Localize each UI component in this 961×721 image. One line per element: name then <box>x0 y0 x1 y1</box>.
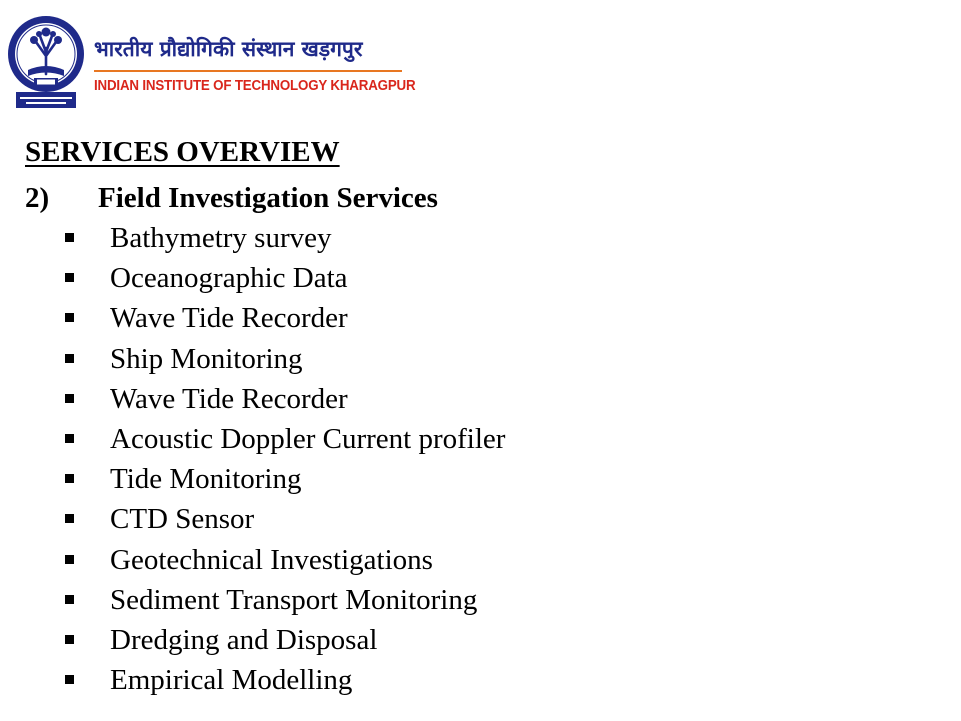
service-label: Oceanographic Data <box>110 262 348 295</box>
service-label: Wave Tide Recorder <box>110 302 348 335</box>
service-label: Ship Monitoring <box>110 342 303 375</box>
page-title: SERVICES OVERVIEW <box>25 136 340 168</box>
service-label: Wave Tide Recorder <box>110 382 348 415</box>
service-label: Sediment Transport Monitoring <box>110 583 478 616</box>
service-label: CTD Sensor <box>110 503 255 536</box>
square-bullet-icon <box>65 313 74 322</box>
square-bullet-icon <box>65 595 74 604</box>
header-divider <box>94 70 402 72</box>
iit-kharagpur-seal-icon <box>4 12 88 110</box>
service-label: Bathymetry survey <box>110 222 332 254</box>
square-bullet-icon <box>65 474 74 483</box>
square-bullet-icon <box>65 514 74 523</box>
institute-name-english: INDIAN INSTITUTE OF TECHNOLOGY KHARAGPUR <box>94 78 416 94</box>
service-label: Acoustic Doppler Current profiler <box>110 422 506 455</box>
section-title: Field Investigation Services <box>98 182 438 214</box>
square-bullet-icon <box>65 354 74 363</box>
square-bullet-icon <box>65 273 74 282</box>
institute-header <box>0 0 961 112</box>
section-heading <box>25 180 438 216</box>
square-bullet-icon <box>65 233 74 242</box>
square-bullet-icon <box>65 434 74 443</box>
institute-name-hindi: भारतीय प्रौद्योगिकी संस्थान खड़गपुर <box>94 37 363 61</box>
square-bullet-icon <box>65 394 74 403</box>
square-bullet-icon <box>65 675 74 684</box>
service-label: Geotechnical Investigations <box>110 543 433 576</box>
service-label: Dredging and Disposal <box>110 623 378 656</box>
square-bullet-icon <box>65 555 74 564</box>
section-number: 2) <box>25 182 50 214</box>
service-label: Empirical Modelling <box>110 664 353 697</box>
square-bullet-icon <box>65 635 74 644</box>
service-label: Tide Monitoring <box>110 463 302 496</box>
